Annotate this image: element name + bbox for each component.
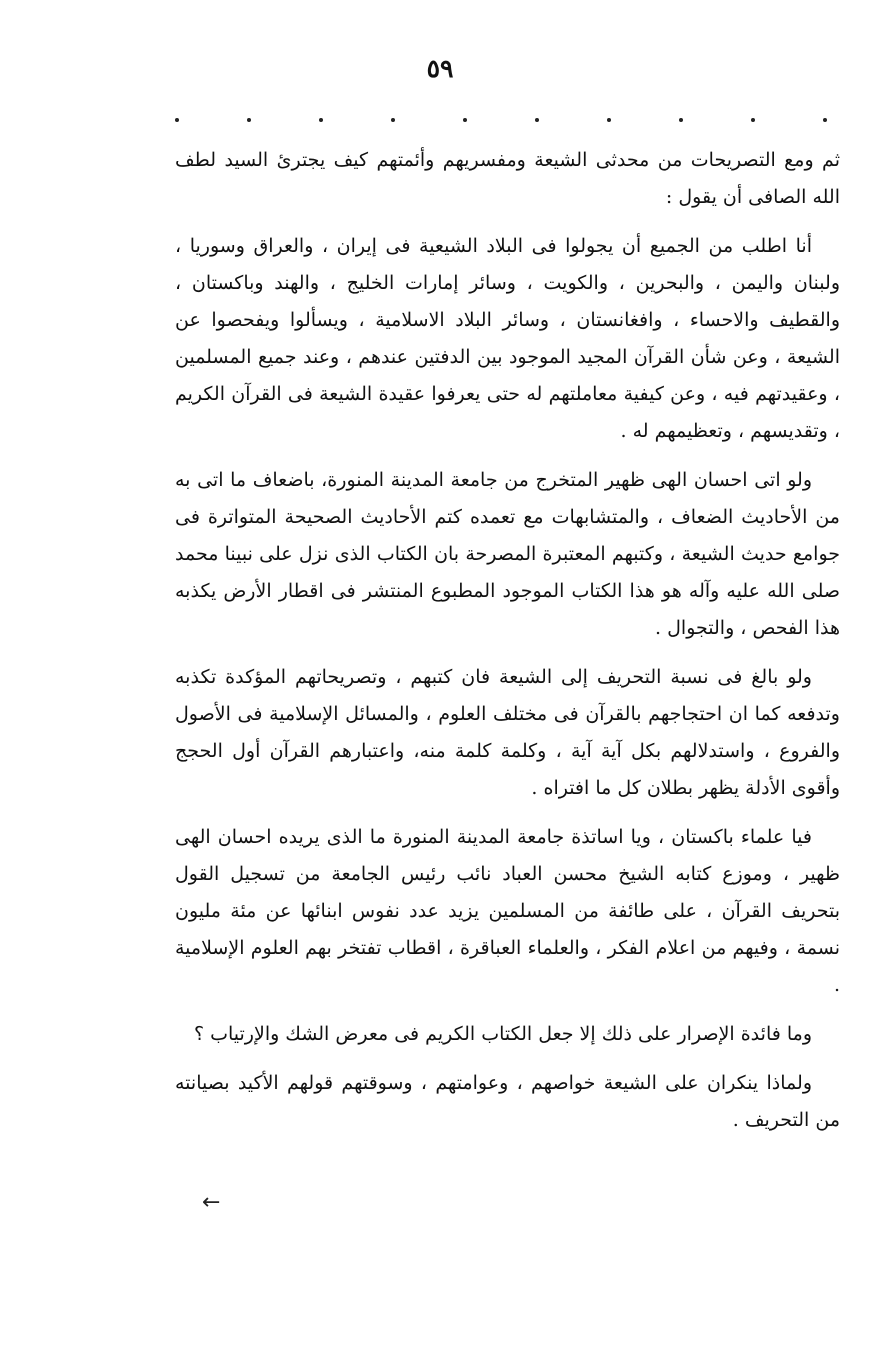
page-number: ٥٩ — [426, 54, 454, 83]
paragraph: فيا علماء باكستان ، ويا اساتذة جامعة المدينة المنورة ما الذى يريده احسان الهى ظهير ، وموزع كتابه الشيخ محسن العباد نائب رئيس الجامعة من تسجيل القول بتحريف القرآن ، على طائفة من المسلمين يزيد عدد نفوس ابنائها عن مئة مليون نسمة ، وفيهم من اعلام الفكر ، والعلماء العباقرة ، اقطاب تفتخر بهم العلوم الإسلامية . — [175, 826, 841, 996]
paragraph: ولو بالغ فى نسبة التحريف إلى الشيعة فان كتبهم ، وتصريحاتهم المؤكدة تكذبه وتدفعه كما ان احتجاجهم بالقرآن فى مختلف العلوم ، والمسائل الإسلامية فى الأصول والفروع ، واستدلالهم بكل آية آية ، وكلمة كلمة منه، واعتبارهم القرآن أول الحجج وأقوى الأدلة يظهر بطلان كل ما افتراه . — [175, 666, 840, 799]
separator-dots — [175, 108, 845, 128]
page-body — [175, 142, 840, 1151]
paragraph: ثم ومع التصريحات من محدثى الشيعة ومفسريهم وأئمتهم كيف يجترئ السيد لطف الله الصافى أن يقول : — [175, 149, 840, 208]
separator-dot — [751, 118, 755, 122]
separator-dot — [607, 118, 611, 122]
paragraph: وما فائدة الإصرار على ذلك إلا جعل الكتاب الكريم فى معرض الشك والإرتياب ؟ — [193, 1023, 812, 1045]
separator-dot — [319, 118, 323, 122]
continuation-arrow-icon: ← — [202, 1190, 221, 1215]
separator-dot — [247, 118, 251, 122]
separator-dot — [823, 118, 827, 122]
separator-dot — [175, 118, 179, 122]
paragraph: ولماذا ينكران على الشيعة خواصهم ، وعوامتهم ، وسوقتهم قولهم الأكيد بصيانته من التحريف . — [175, 1072, 840, 1131]
separator-dot — [391, 118, 395, 122]
separator-dot — [535, 118, 539, 122]
separator-dot — [463, 118, 467, 122]
paragraph: ولو اتى احسان الهى ظهير المتخرج من جامعة المدينة المنورة، باضعاف ما اتى به من الأحاديث الضعاف ، والمتشابهات مع تعمده كتم الأحاديث الصحيحة المتواترة فى جوامع حديث الشيعة ، وكتبهم المعتبرة المصرحة بان الكتاب الذى نزل على نبينا محمد صلى الله عليه وآله هو هذا الكتاب الموجود المطبوع المنتشر فى اقطار الأرض يكذبه هذا الفحص ، والتجوال . — [175, 469, 840, 639]
paragraph: أنا اطلب من الجميع أن يجولوا فى البلاد الشيعية فى إيران ، والعراق وسوريا ، ولبنان واليمن ، والبحرين ، والكويت ، وسائر إمارات الخليج ، والهند وباكستان ، والقطيف والاحساء ، وافغانستان ، وسائر البلاد الاسلامية ، ويسألوا ويفحصوا عن الشيعة ، وعن شأن القرآن المجيد الموجود بين الدفتين عندهم ، وعند جميع المسلمين ، وعقيدتهم فيه ، وعن كيفية معاملتهم له حتى يعرفوا عقيدة الشيعة فى القرآن الكريم ، وتقديسهم ، وتعظيمهم له . — [175, 235, 840, 442]
separator-dot — [679, 118, 683, 122]
